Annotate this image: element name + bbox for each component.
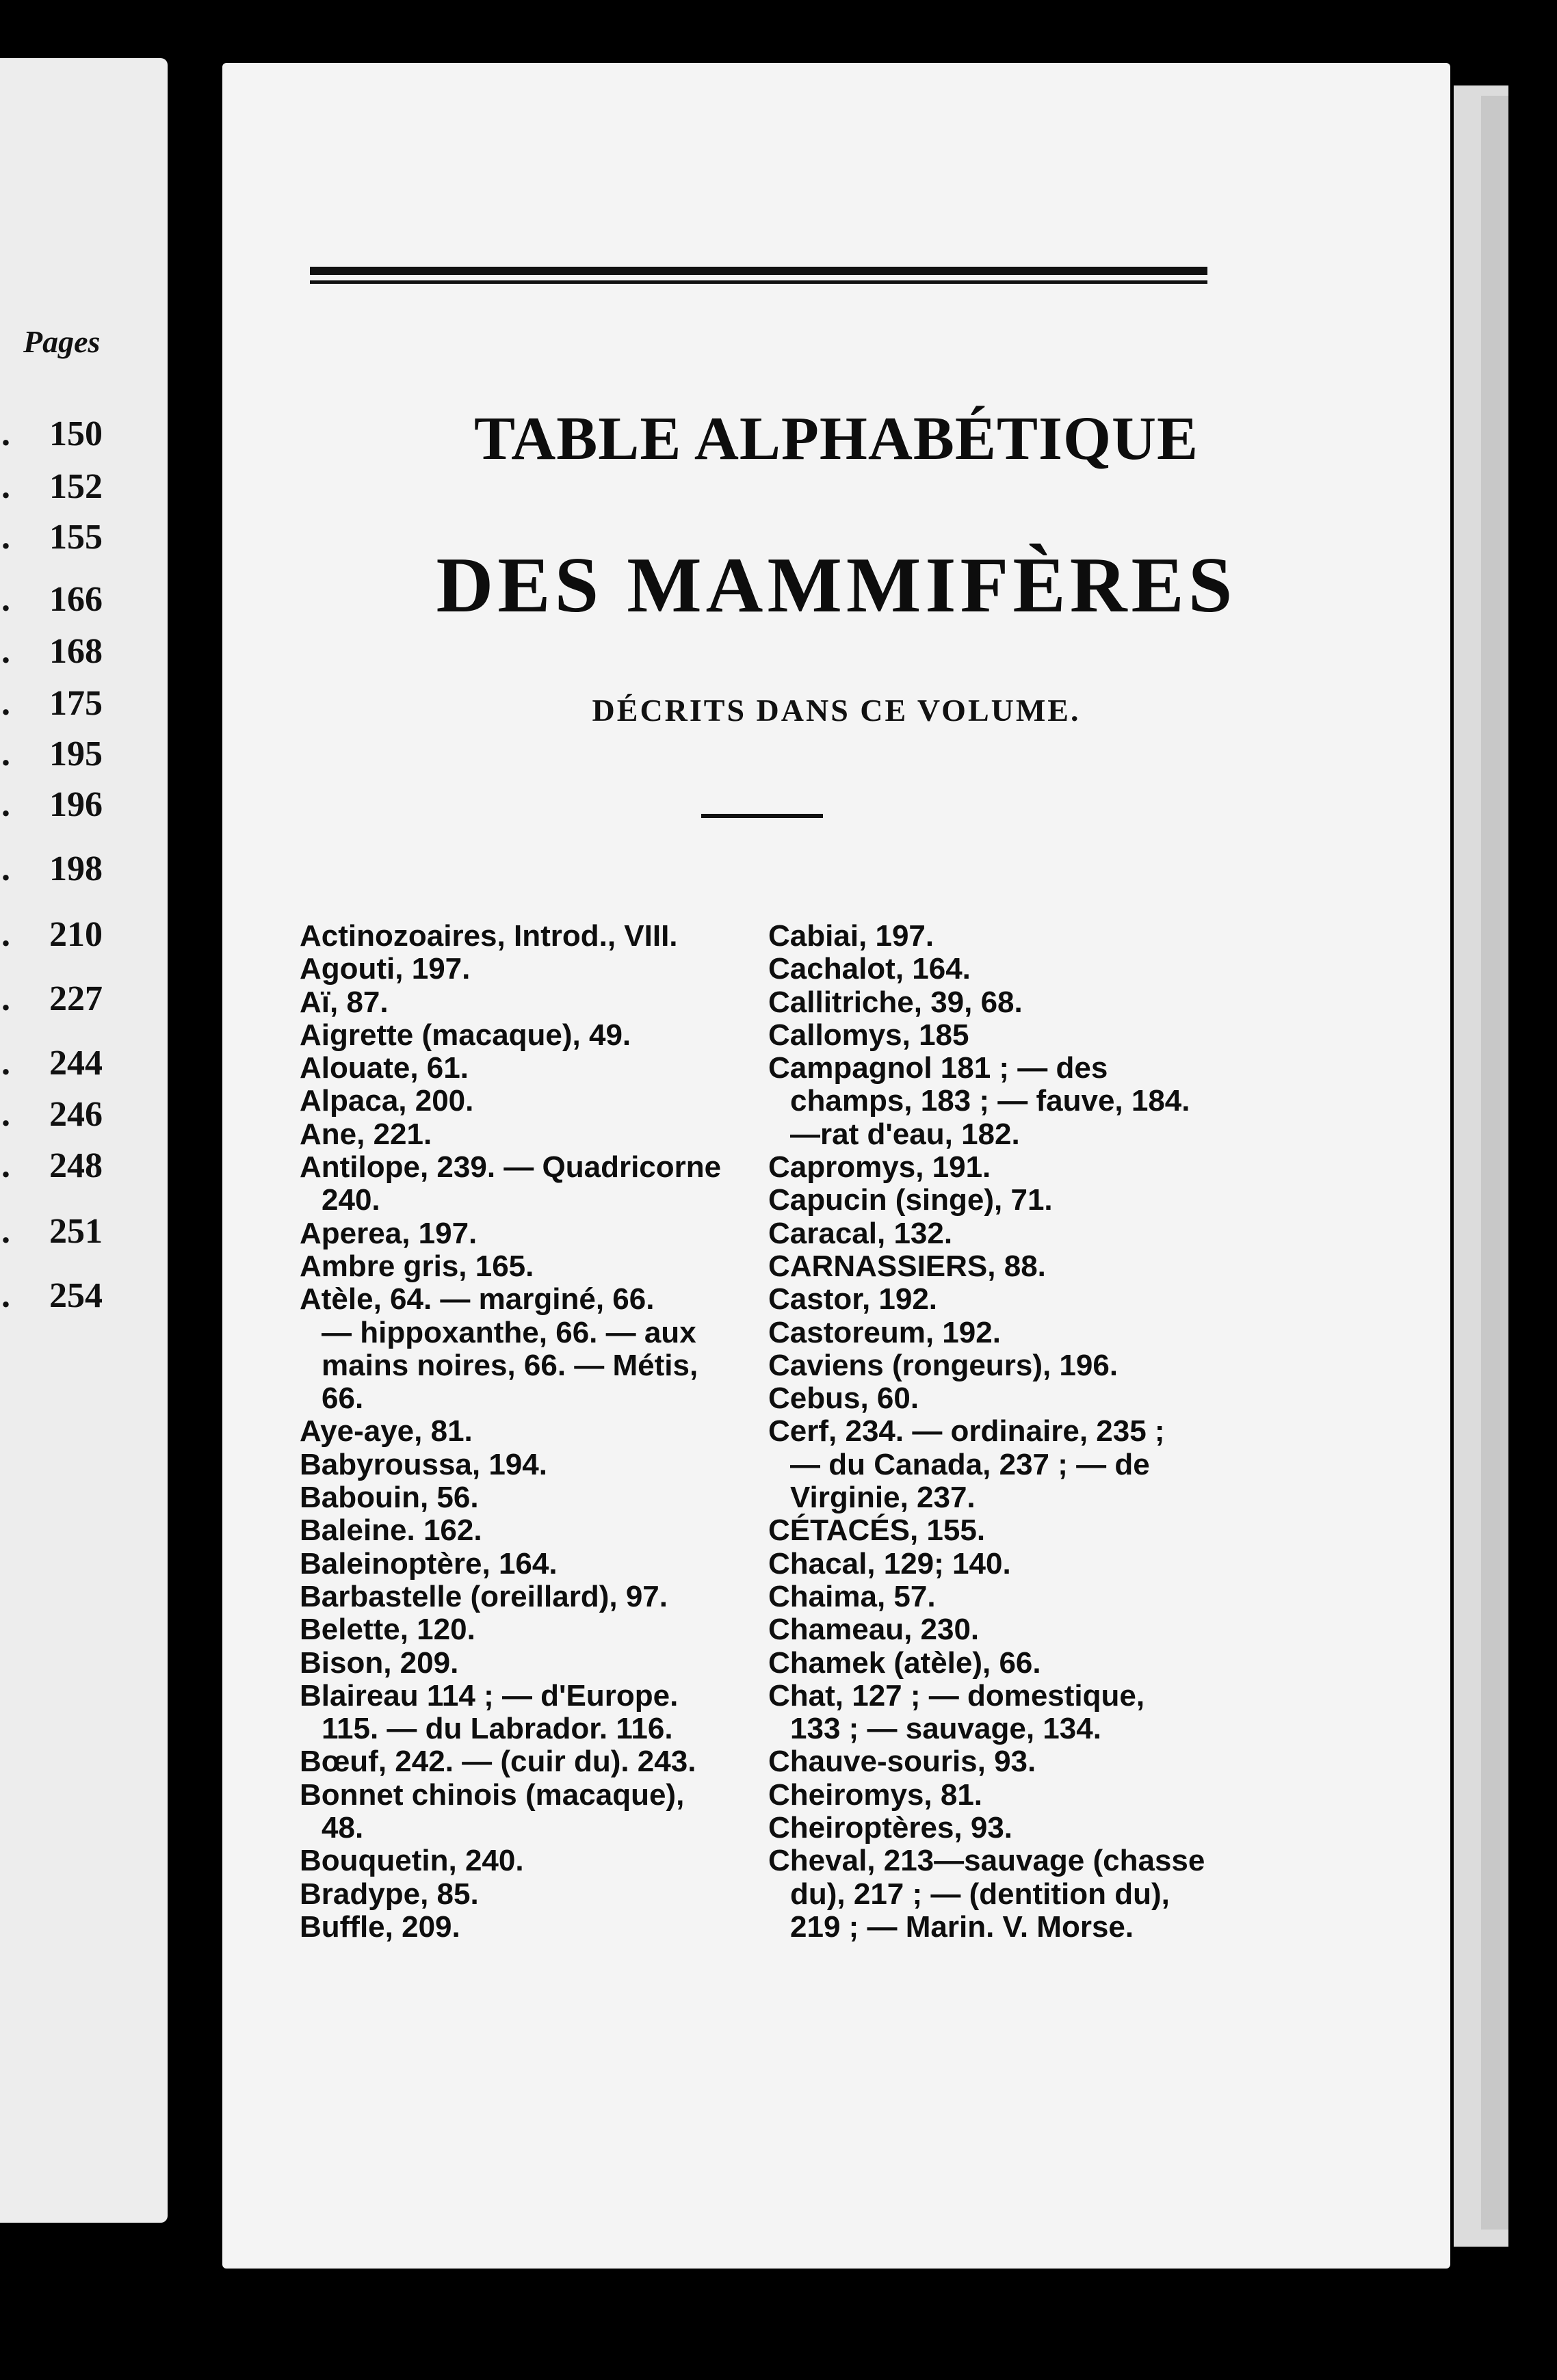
entry-continuation-line: — du Canada, 237 ; — de xyxy=(790,1447,1150,1481)
index-entry xyxy=(768,1581,1206,1613)
entry-line: Cheval, 213—sauvage (chasse xyxy=(768,1844,1205,1878)
index-entry xyxy=(768,1052,1206,1151)
leader-dot: . xyxy=(1,1044,10,1083)
entry-line: Bradype, 85. xyxy=(300,1877,479,1911)
index-entry xyxy=(300,1911,737,1944)
index-entry xyxy=(768,1680,1206,1746)
entry-line: Capromys, 191. xyxy=(768,1150,991,1185)
leader-dot: . xyxy=(1,1212,10,1251)
entry-continuation-line: champs, 183 ; — fauve, 184. xyxy=(790,1084,1190,1118)
entry-line: Aperea, 197. xyxy=(300,1216,477,1250)
entry-line: Ane, 221. xyxy=(300,1117,432,1151)
index-entry xyxy=(768,1250,1206,1283)
index-entry xyxy=(768,1317,1206,1349)
page-number: 168 xyxy=(49,632,103,671)
page-number: 195 xyxy=(49,735,103,774)
index-entry xyxy=(300,1019,737,1052)
entry-line: CARNASSIERS, 88. xyxy=(768,1249,1046,1283)
index-entry xyxy=(300,1283,737,1415)
leader-dot: . xyxy=(1,467,10,506)
entry-line: Campagnol 181 ; — des xyxy=(768,1051,1108,1085)
previous-page-fragment xyxy=(0,58,168,2223)
entry-line: CÉTACÉS, 155. xyxy=(768,1513,986,1548)
index-entry xyxy=(768,1184,1206,1217)
index-entry xyxy=(300,1613,737,1646)
entry-line: Aye-aye, 81. xyxy=(300,1414,473,1449)
leader-dot: . xyxy=(1,414,10,453)
leader-dot: . xyxy=(1,785,10,824)
page-number: 244 xyxy=(49,1044,103,1083)
index-entry xyxy=(300,1217,737,1250)
index-entry xyxy=(300,1052,737,1085)
entry-line: Alouate, 61. xyxy=(300,1051,469,1085)
entry-line: Antilope, 239. — Quadricorne xyxy=(300,1150,722,1185)
entry-continuation-line: 48. xyxy=(322,1811,364,1845)
page-number: 166 xyxy=(49,580,103,619)
leader-dot: . xyxy=(1,1095,10,1134)
entry-line: Caviens (rongeurs), 196. xyxy=(768,1348,1118,1382)
index-entry xyxy=(768,1415,1206,1514)
index-entry xyxy=(300,1085,737,1118)
index-entry xyxy=(300,1779,737,1845)
leader-dot: . xyxy=(1,518,10,557)
page-number: 227 xyxy=(49,979,103,1018)
entry-line: Capucin (singe), 71. xyxy=(768,1183,1053,1217)
entry-continuation-line: 240. xyxy=(322,1183,380,1217)
index-entry xyxy=(768,1844,1206,1944)
entry-line: Castoreum, 192. xyxy=(768,1315,1001,1349)
entry-line: Chat, 127 ; — domestique, xyxy=(768,1678,1145,1713)
entry-line: Bison, 209. xyxy=(300,1645,459,1680)
page-number: 210 xyxy=(49,915,103,954)
index-entry xyxy=(768,1514,1206,1547)
entry-continuation-line: Virginie, 237. xyxy=(790,1481,976,1515)
leader-dot: . xyxy=(1,979,10,1018)
subtitle: DÉCRITS DANS CE VOLUME. xyxy=(592,693,1081,728)
index-entry xyxy=(300,1844,737,1877)
entry-line: Cerf, 234. — ordinaire, 235 ; xyxy=(768,1414,1165,1449)
index-entry xyxy=(300,1118,737,1151)
page-number: 150 xyxy=(49,414,103,453)
index-entry xyxy=(768,1745,1206,1778)
index-entry xyxy=(768,1812,1206,1844)
entry-line: Actinozoaires, Introd., VIII. xyxy=(300,919,678,953)
entry-line: Belette, 120. xyxy=(300,1613,475,1647)
index-entry xyxy=(768,1548,1206,1581)
entry-line: Baleinoptère, 164. xyxy=(300,1546,558,1581)
page-number: 198 xyxy=(49,849,103,888)
entry-line: Cebus, 60. xyxy=(768,1381,919,1416)
entry-continuation-line: 219 ; — Marin. V. Morse. xyxy=(790,1909,1134,1944)
index-entry xyxy=(768,1019,1206,1052)
page-number: 175 xyxy=(49,684,103,723)
index-entry xyxy=(768,1349,1206,1382)
entry-line: Ambre gris, 165. xyxy=(300,1249,534,1283)
page-number: 251 xyxy=(49,1212,103,1251)
index-entry xyxy=(300,1250,737,1283)
leader-dot: . xyxy=(1,1276,10,1315)
entry-continuation-line: 133 ; — sauvage, 134. xyxy=(790,1712,1101,1746)
index-column-right xyxy=(768,920,1206,1944)
page-edge-shadow xyxy=(1481,96,1508,2230)
index-entry xyxy=(300,1151,737,1217)
index-entry xyxy=(300,1581,737,1613)
entry-line: Buffle, 209. xyxy=(300,1909,460,1944)
entry-line: Baleine. 162. xyxy=(300,1513,482,1548)
index-entry xyxy=(768,1647,1206,1680)
leader-dot: . xyxy=(1,1146,10,1185)
index-entry xyxy=(300,1514,737,1547)
entry-line: Castor, 192. xyxy=(768,1282,938,1317)
leader-dot: . xyxy=(1,735,10,774)
index-entry xyxy=(768,1217,1206,1250)
entry-line: Chamek (atèle), 66. xyxy=(768,1645,1041,1680)
entry-line: Atèle, 64. — marginé, 66. xyxy=(300,1282,655,1317)
index-entry xyxy=(768,1283,1206,1316)
leader-dot: . xyxy=(1,632,10,671)
index-entry xyxy=(300,986,737,1019)
entry-line: Callitriche, 39, 68. xyxy=(768,985,1023,1019)
leader-dot: . xyxy=(1,849,10,888)
index-entry xyxy=(300,1878,737,1911)
top-thick-rule xyxy=(310,267,1207,275)
index-entry xyxy=(300,1449,737,1481)
page-number: 155 xyxy=(49,518,103,557)
short-divider-rule xyxy=(701,814,823,818)
leader-dot: . xyxy=(1,684,10,723)
page-number: 152 xyxy=(49,467,103,506)
page-number: 254 xyxy=(49,1276,103,1315)
index-entry xyxy=(300,1548,737,1581)
entry-line: Barbastelle (oreillard), 97. xyxy=(300,1579,668,1613)
title-line-1: TABLE ALPHABÉTIQUE xyxy=(473,405,1199,473)
index-entry xyxy=(300,920,737,953)
index-entry xyxy=(300,1680,737,1746)
index-entry xyxy=(300,1647,737,1680)
entry-continuation-line: du), 217 ; — (dentition du), xyxy=(790,1877,1170,1911)
entry-line: Chauve-souris, 93. xyxy=(768,1745,1036,1779)
index-entry xyxy=(768,1151,1206,1184)
index-entry xyxy=(768,1779,1206,1812)
entry-line: Aï, 87. xyxy=(300,985,389,1019)
entry-line: Chameau, 230. xyxy=(768,1613,980,1647)
leader-dot: . xyxy=(1,915,10,954)
entry-line: Bœuf, 242. — (cuir du). 243. xyxy=(300,1745,696,1779)
page-number: 196 xyxy=(49,785,103,824)
index-entry xyxy=(300,1481,737,1514)
index-entry xyxy=(300,953,737,986)
page-number: 248 xyxy=(49,1146,103,1185)
entry-line: Bouquetin, 240. xyxy=(300,1844,524,1878)
entry-line: Cabiai, 197. xyxy=(768,919,934,953)
index-entry xyxy=(768,953,1206,986)
entry-line: Alpaca, 200. xyxy=(300,1084,474,1118)
entry-line: Callomys, 185 xyxy=(768,1018,969,1052)
entry-line: Cheiroptères, 93. xyxy=(768,1811,1013,1845)
entry-continuation-line: — hippoxanthe, 66. — aux xyxy=(322,1315,696,1349)
entry-line: Cachalot, 164. xyxy=(768,952,971,986)
index-entry xyxy=(300,1745,737,1778)
entry-continuation-line: 66. xyxy=(322,1381,364,1416)
entry-line: Chaima, 57. xyxy=(768,1579,936,1613)
entry-line: Caracal, 132. xyxy=(768,1216,953,1250)
entry-line: Chacal, 129; 140. xyxy=(768,1546,1011,1581)
title-line-2: DES MAMMIFÈRES xyxy=(436,542,1237,629)
entry-line: Babouin, 56. xyxy=(300,1481,479,1515)
top-thin-rule xyxy=(310,280,1207,284)
entry-line: Cheiromys, 81. xyxy=(768,1777,983,1812)
pages-column-heading: Pages xyxy=(23,324,101,359)
index-entry xyxy=(768,1382,1206,1415)
entry-line: Babyroussa, 194. xyxy=(300,1447,547,1481)
entry-line: Agouti, 197. xyxy=(300,952,471,986)
page-number: 246 xyxy=(49,1095,103,1134)
index-column-left xyxy=(300,920,737,1944)
entry-continuation-line: 115. — du Labrador. 116. xyxy=(322,1712,673,1746)
index-entry xyxy=(768,1613,1206,1646)
index-entry xyxy=(768,920,1206,953)
entry-line: Aigrette (macaque), 49. xyxy=(300,1018,631,1052)
entry-continuation-line: —rat d'eau, 182. xyxy=(790,1117,1020,1151)
index-entry xyxy=(300,1415,737,1448)
leader-dot: . xyxy=(1,580,10,619)
index-entry xyxy=(768,986,1206,1019)
entry-continuation-line: mains noires, 66. — Métis, xyxy=(322,1348,698,1382)
entry-line: Blaireau 114 ; — d'Europe. xyxy=(300,1678,679,1713)
entry-line: Bonnet chinois (macaque), xyxy=(300,1777,685,1812)
